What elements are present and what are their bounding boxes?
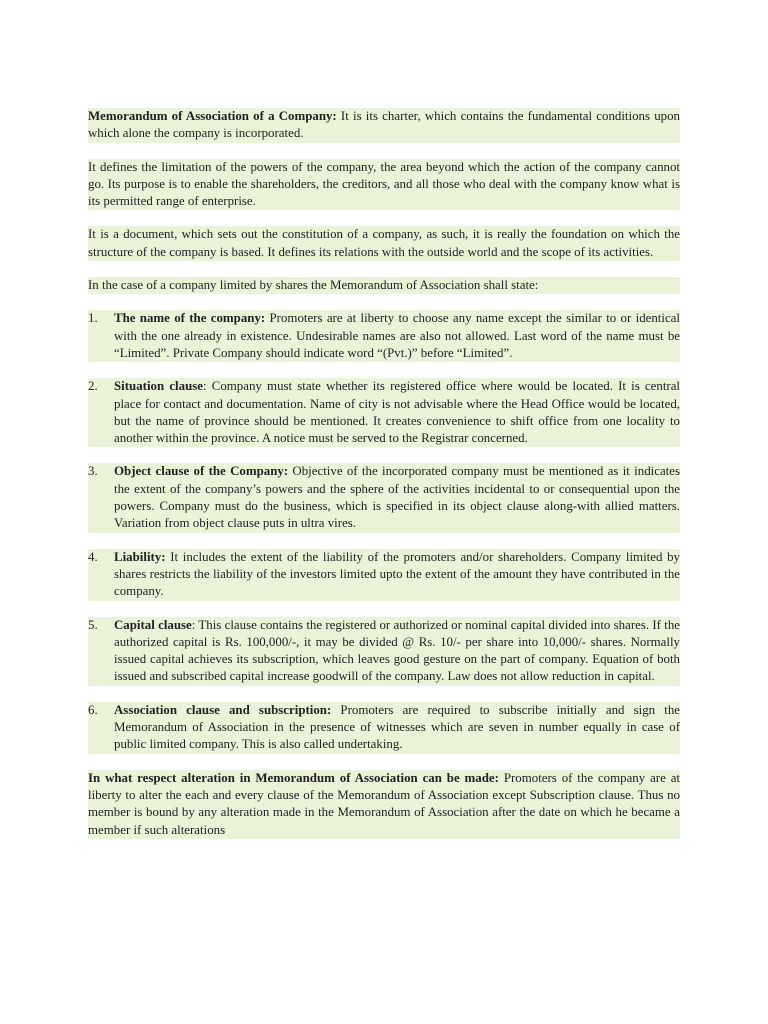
clause-body: Objective of the incorporated company must be mentioned as it indicates the extent of the company’s powers and the sphere of the activities incidental to or consequential upon the powers. Company must do the business, which is specified in its object clause along-with allied matters. Variation from object clause puts in ultra vires.: [114, 464, 680, 531]
clause-object: [88, 463, 680, 532]
clause-association: [88, 702, 680, 754]
alteration-heading: In what respect alteration in Memorandum of Association can be made:: [88, 770, 499, 785]
list-item-text: [114, 310, 680, 362]
list-number: 2.: [88, 379, 98, 394]
list-item-text: [114, 549, 680, 601]
clause-body: Promoters are at liberty to choose any name except the similar to or identical with the one already in existence. Undesirable names are also not allowed. Last word of the name must be “Limited”. Private Company should indicate word “(Pvt.)” before “Limited”.: [114, 311, 680, 360]
list-item-text: [114, 378, 680, 447]
intro-text: It is its charter, which contains the fundamental conditions upon which alone the company is incorporated.: [88, 109, 680, 141]
clause-body: Promoters are required to subscribe initially and sign the Memorandum of Association in the presence of witnesses which are seven in number equally in case of public limited company. This is also called undertaking.: [114, 702, 680, 752]
list-number: 1.: [88, 311, 98, 326]
clause-title: Association clause and subscription:: [114, 702, 332, 717]
intro-heading: Memorandum of Association of a Company:: [88, 109, 337, 123]
paragraph-state: In the case of a company limited by shares the Memorandum of Association shall state:: [88, 277, 680, 294]
alteration-paragraph: [88, 770, 680, 839]
alteration-text: Promoters of the company are at liberty to alter the each and every clause of the Memorandum of Association except Subscription clause. Thus no member is bound by any alteration made in the Memorandum of Association after the date on which he became a member if such alterations: [88, 770, 680, 837]
clause-title: Situation clause: [114, 379, 203, 394]
intro-paragraph: [88, 108, 680, 143]
alteration-container: [88, 770, 680, 880]
clause-body: It includes the extent of the liability of the promoters and/or shareholders. Company limited by shares restricts the liability of the investors limited upto the extent of the amount they have contributed in the company.: [114, 549, 680, 599]
clause-title: The name of the company:: [114, 311, 266, 326]
list-number: 6.: [88, 702, 98, 717]
list-item-text: [114, 702, 680, 754]
paragraph-constitution: It is a document, which sets out the constitution of a company, as such, it is really the foundation on which the structure of the company is based. It defines its relations with the outside world and the scope of its activities.: [88, 226, 680, 261]
list-number: 4.: [88, 549, 98, 564]
clause-capital: [88, 617, 680, 686]
paragraph-powers: It defines the limitation of the powers of the company, the area beyond which the action of the company cannot go. Its purpose is to enable the shareholders, the creditors, and all those who deal with the company know what is its permitted range of enterprise.: [88, 159, 680, 211]
clause-title: Liability:: [114, 549, 166, 564]
document-body: [88, 108, 680, 880]
clause-situation: [88, 378, 680, 447]
clause-name: [88, 310, 680, 362]
list-item-text: [114, 617, 680, 686]
list-item-text: [114, 463, 680, 532]
clause-body: : This clause contains the registered or authorized or nominal capital divided into shares. If the authorized capital is Rs. 100,000/-, it may be divided @ Rs. 10/- per share into 10,000/- shares. Normally issued capital achieves its subscription, which leaves good gesture on the part of company. Equation of both issued and subscribed capital increase goodwill of the company. Law does not allow reduction in capital.: [114, 617, 680, 684]
clause-title: Object clause of the Company:: [114, 464, 289, 479]
clause-liability: [88, 549, 680, 601]
list-number: 5.: [88, 617, 98, 632]
list-number: 3.: [88, 464, 98, 479]
clause-body: : Company must state whether its registered office where would be located. It is central place for contact and documentation. Name of city is not advisable where the Head Office would be located, but the name of province should be mentioned. It creates convenience to shift office from one locality to another within the province. A notice must be served to the Registrar concerned.: [114, 379, 681, 446]
clause-title: Capital clause: [114, 617, 192, 632]
